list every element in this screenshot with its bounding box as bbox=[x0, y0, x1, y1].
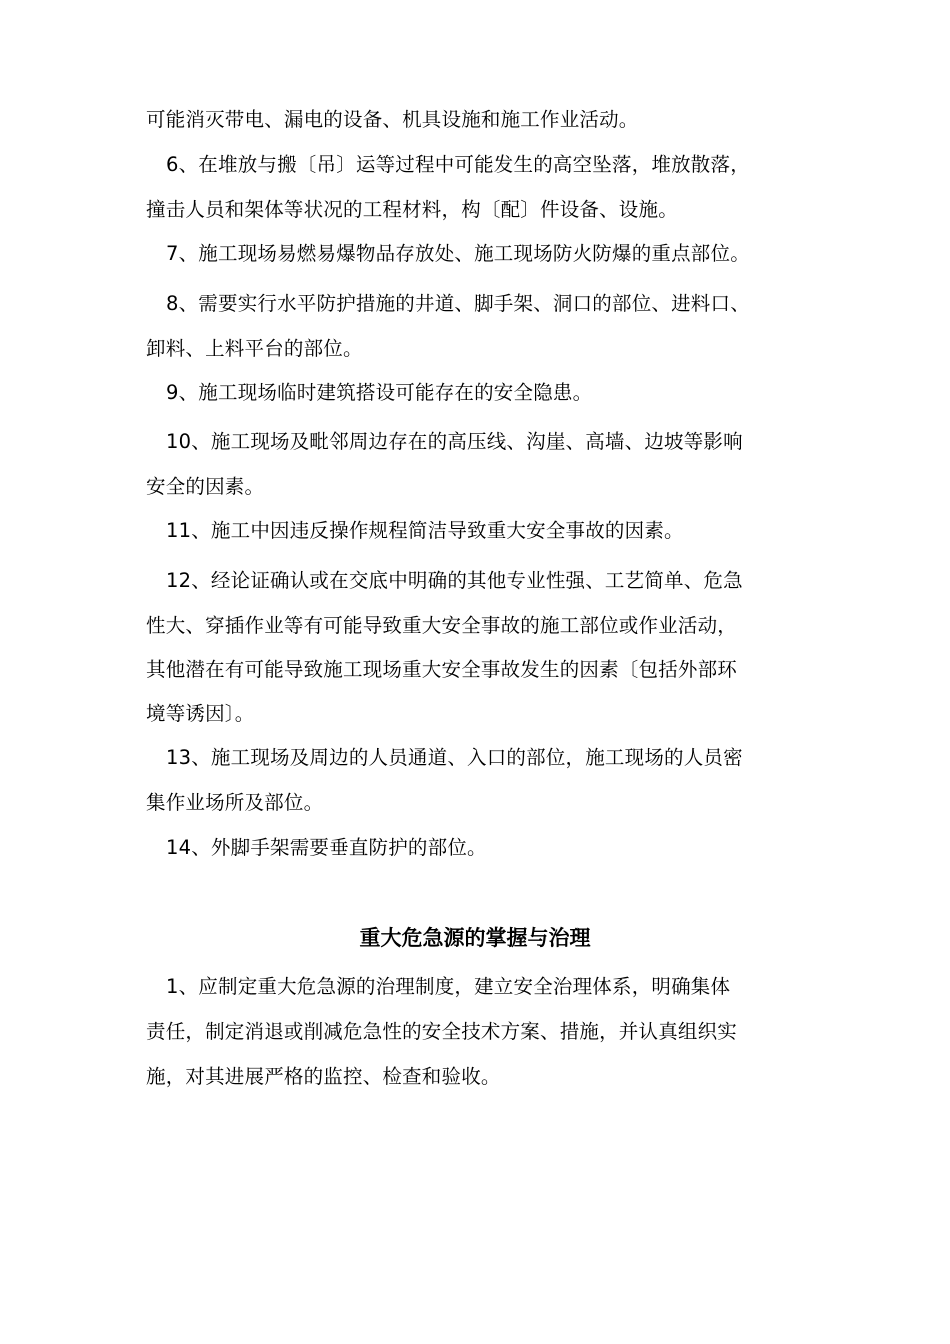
list-item-10-line-2: 安全的因素。 bbox=[146, 475, 265, 498]
list-item-9: 9、施工现场临时建筑搭设可能存在的安全隐患。 bbox=[166, 381, 593, 404]
list-item-6-line-1: 6、在堆放与搬〔吊〕运等过程中可能发生的高空坠落，堆放散落， bbox=[166, 153, 750, 176]
list-item-7: 7、施工现场易燃易爆物品存放处、施工现场防火防爆的重点部位。 bbox=[166, 242, 750, 265]
list-item-13-line-1: 13、施工现场及周边的人员通道、入口的部位，施工现场的人员密 bbox=[166, 746, 743, 769]
section-item-1-line-3: 施，对其进展严格的监控、检查和验收。 bbox=[146, 1065, 501, 1088]
list-item-6-line-2: 撞击人员和架体等状况的工程材料，构〔配〕件设备、设施。 bbox=[146, 198, 678, 221]
paragraph-line: 可能消灭带电、漏电的设备、机具设施和施工作业活动。 bbox=[146, 108, 639, 131]
list-item-10-line-1: 10、施工现场及毗邻周边存在的高压线、沟崖、高墙、边坡等影响 bbox=[166, 430, 743, 453]
section-title: 重大危急源的掌握与治理 bbox=[359, 926, 591, 950]
list-item-12-line-2: 性大、穿插作业等有可能导致重大安全事故的施工部位或作业活动， bbox=[146, 614, 738, 637]
section-item-1-line-1: 1、应制定重大危急源的治理制度，建立安全治理体系，明确集体 bbox=[166, 975, 731, 998]
list-item-12-line-3: 其他潜在有可能导致施工现场重大安全事故发生的因素〔包括外部环 bbox=[146, 658, 738, 681]
list-item-11: 11、施工中因违反操作规程简洁导致重大安全事故的因素。 bbox=[166, 519, 684, 542]
section-item-1-line-2: 责任，制定消退或削减危急性的安全技术方案、措施，并认真组织实 bbox=[146, 1020, 738, 1043]
list-item-8-line-1: 8、需要实行水平防护措施的井道、脚手架、洞口的部位、进料口、 bbox=[166, 292, 750, 315]
list-item-8-line-2: 卸料、上料平台的部位。 bbox=[146, 337, 363, 360]
list-item-14: 14、外脚手架需要垂直防护的部位。 bbox=[166, 836, 487, 859]
list-item-12-line-4: 境等诱因〕。 bbox=[146, 702, 255, 725]
list-item-13-line-2: 集作业场所及部位。 bbox=[146, 791, 324, 814]
list-item-12-line-1: 12、经论证确认或在交底中明确的其他专业性强、工艺简单、危急 bbox=[166, 569, 743, 592]
